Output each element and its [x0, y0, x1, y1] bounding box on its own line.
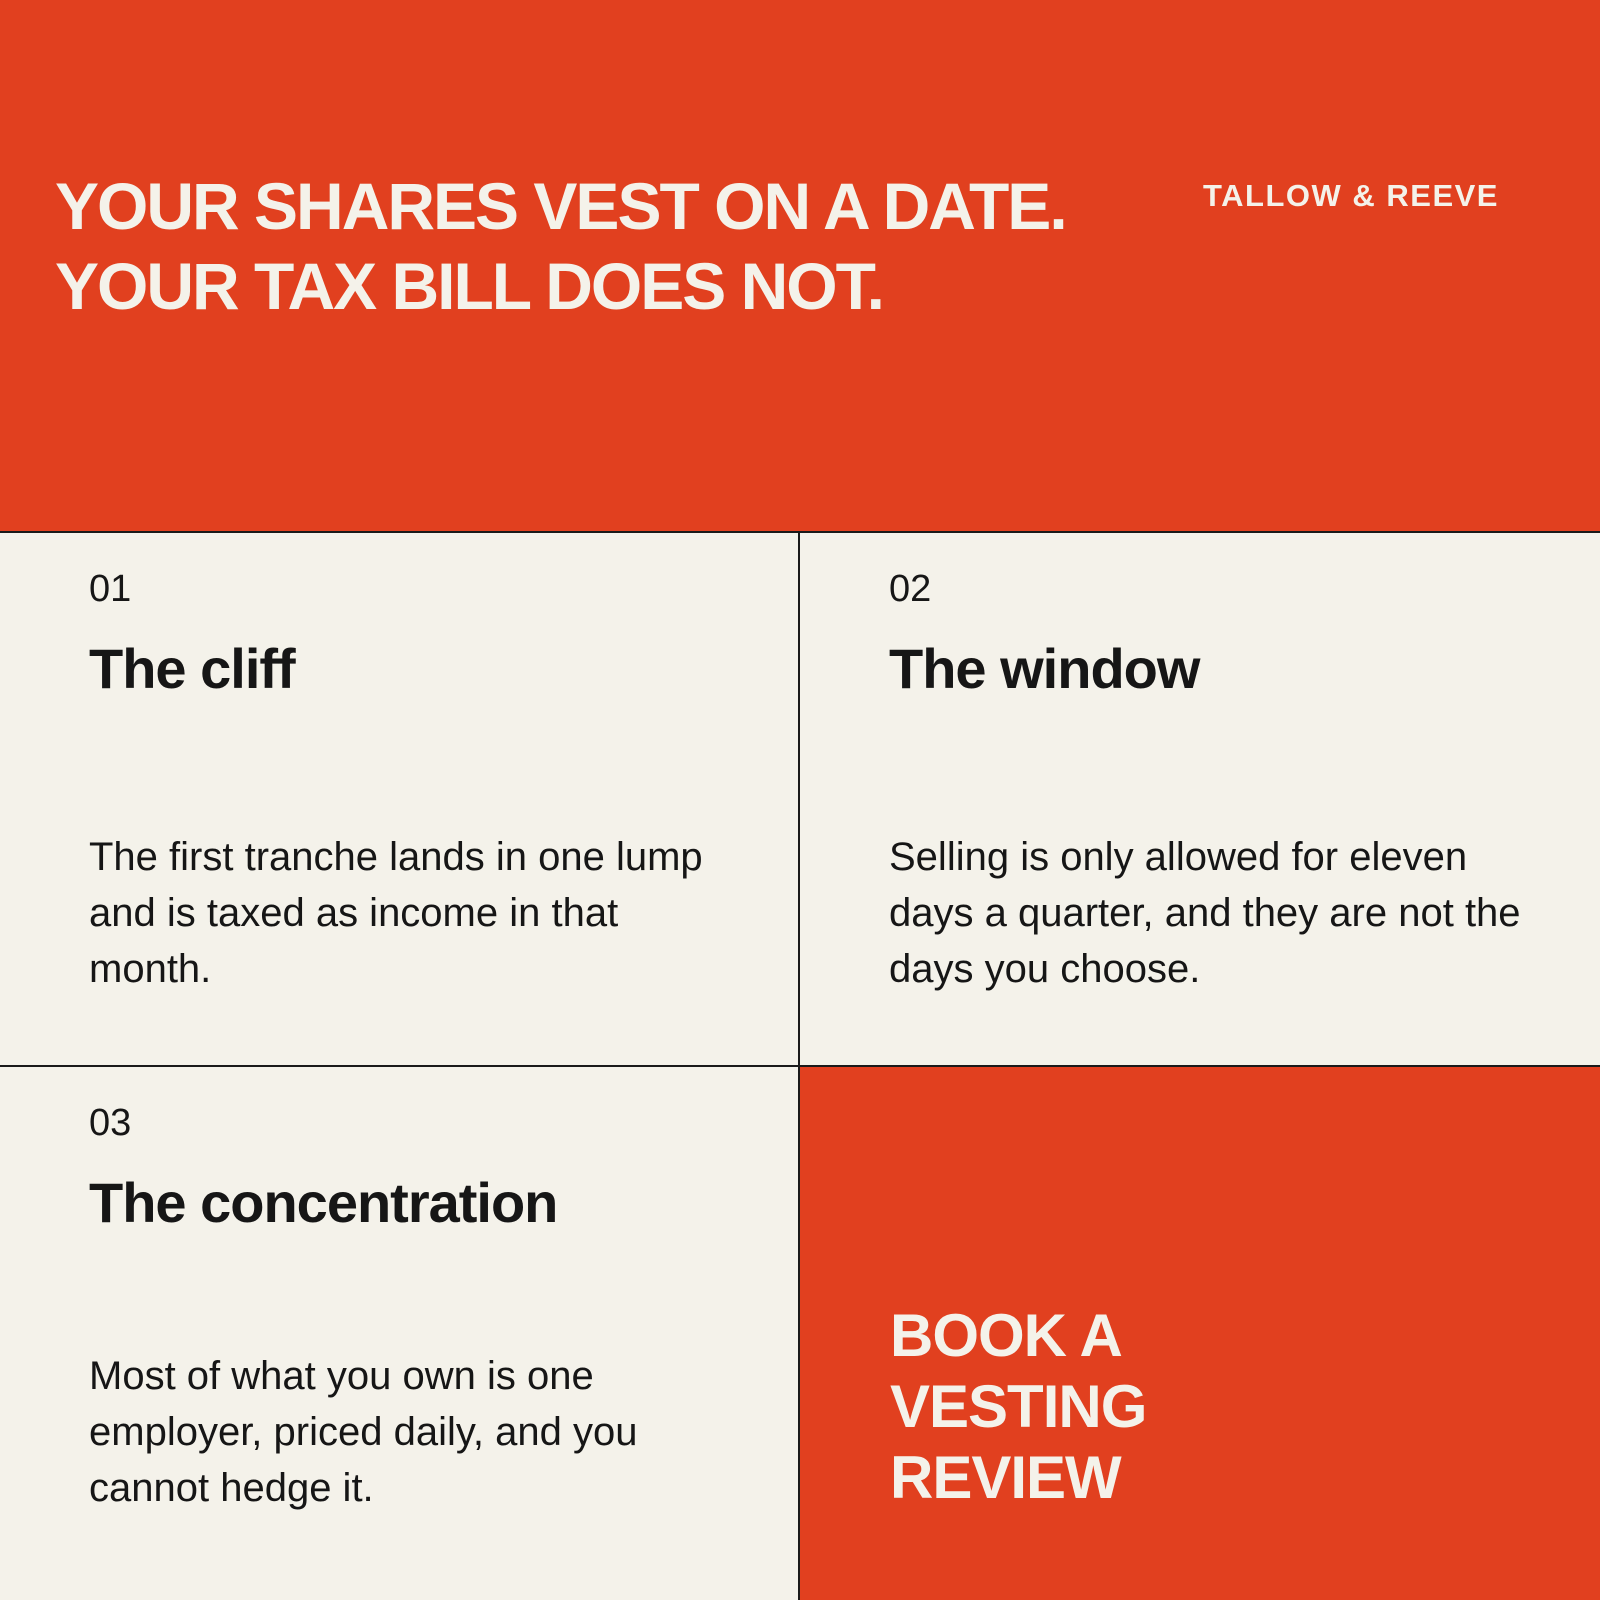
point-number: 03 [89, 1102, 132, 1144]
point-title: The window [889, 637, 1200, 700]
point-card-concentration [0, 1067, 800, 1600]
book-review-button[interactable] [890, 1300, 1146, 1513]
point-body: Selling is only allowed for eleven days a quarter, and they are not the days you choose. [889, 835, 1521, 991]
point-card-cliff [0, 533, 800, 1067]
headline-line-2: YOUR TAX BILL DOES NOT. [55, 249, 883, 323]
header-panel [0, 0, 1600, 533]
headline [55, 166, 1175, 326]
point-body: Most of what you own is one employer, priced daily, and you cannot hedge it. [89, 1354, 638, 1510]
point-body: The first tranche lands in one lump and is taxed as income in that month. [89, 835, 703, 991]
brand-logo: TALLOW & REEVE [1203, 178, 1499, 213]
point-number: 02 [889, 568, 932, 610]
cta-line-2: VESTING [890, 1373, 1147, 1440]
point-number: 01 [89, 568, 132, 610]
cta-line-1: BOOK A [890, 1302, 1122, 1369]
point-title: The cliff [89, 637, 295, 700]
point-title: The concentration [89, 1171, 558, 1234]
cta-line-3: REVIEW [890, 1444, 1121, 1511]
point-card-window [800, 533, 1600, 1067]
headline-line-1: YOUR SHARES VEST ON A DATE. [55, 169, 1066, 243]
